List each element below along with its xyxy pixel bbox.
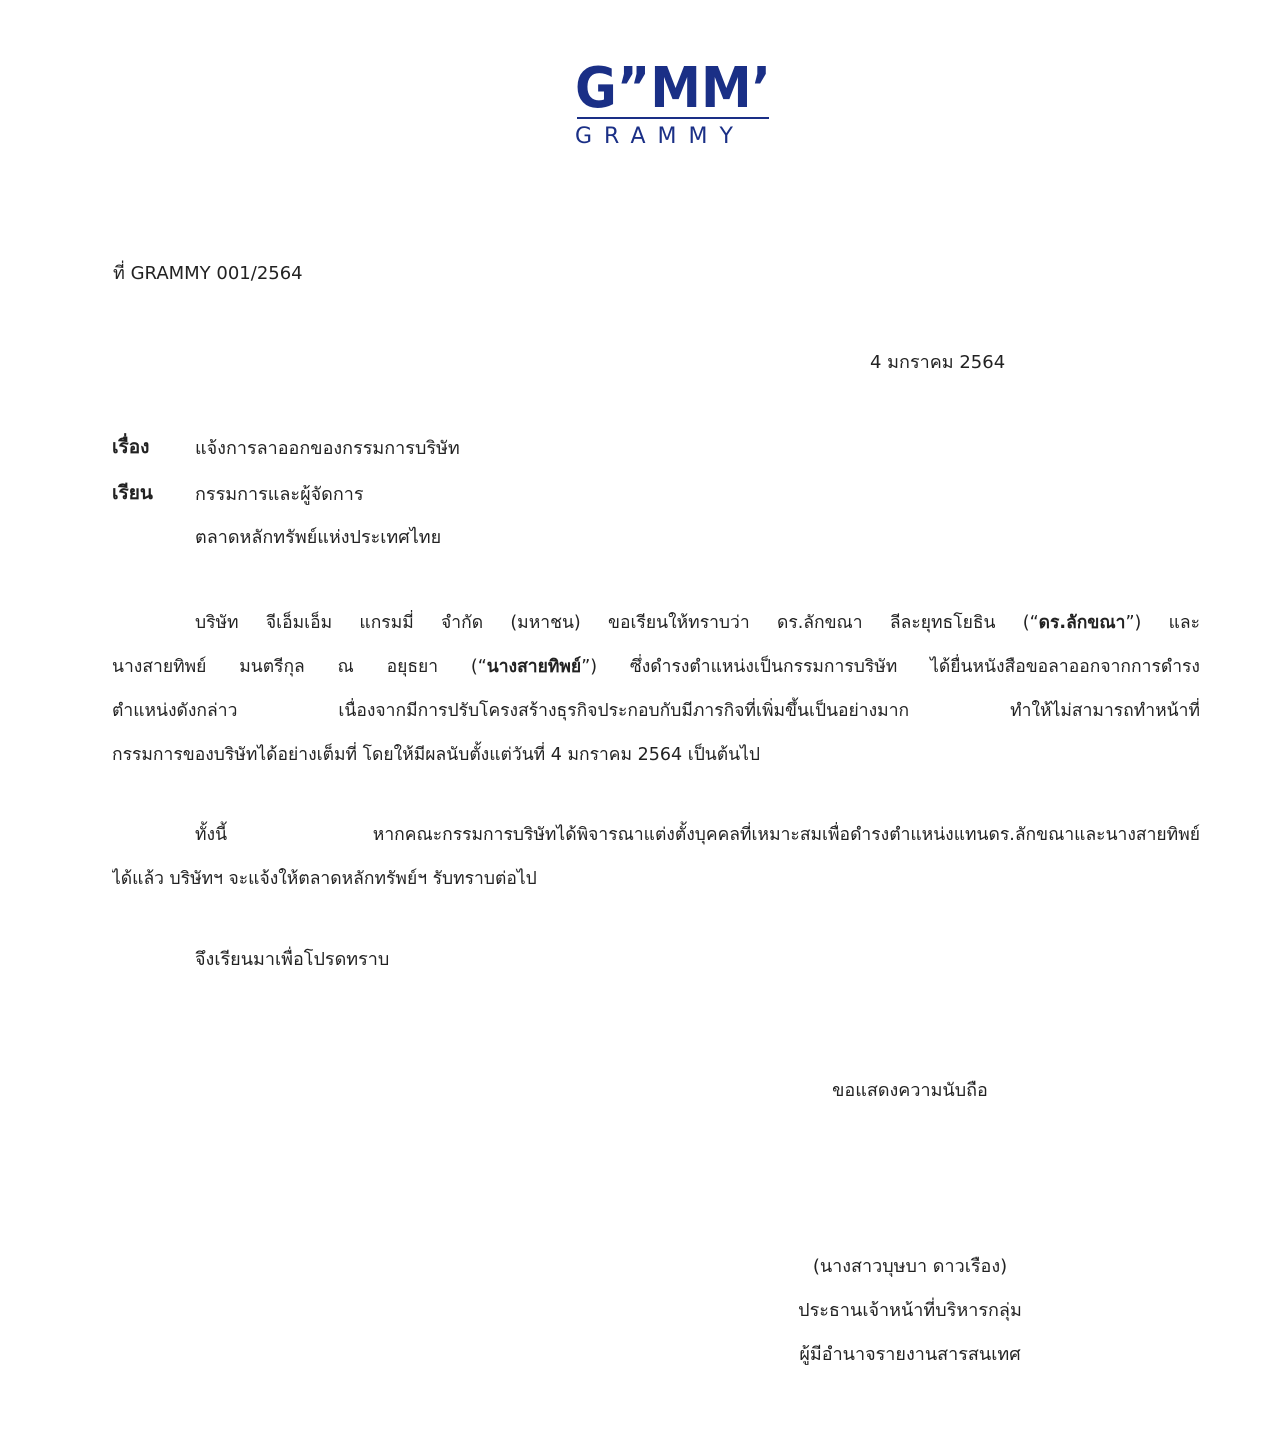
p1-line1-text-b: ”) และ <box>1125 613 1200 633</box>
p1-line2-text-a: นางสายทิพย์ มนตรีกุล ณ อยุธยา (“ <box>112 657 487 677</box>
gmm-logo-mark <box>575 55 775 115</box>
body-paragraph-1-line-1 <box>195 608 1200 636</box>
recipient-label: เรียน <box>112 482 153 504</box>
recipient-line-2: ตลาดหลักทรัพย์แห่งประเทศไทย <box>195 527 442 548</box>
logo-wordmark: GRAMMY <box>575 124 745 149</box>
recipient-line-1: กรรมการและผู้จัดการ <box>195 484 364 505</box>
p1-line2-bold-name: นางสายทิพย์ <box>486 657 582 677</box>
company-logo <box>575 55 775 155</box>
closing-text: จึงเรียนมาเพื่อโปรดทราบ <box>195 949 390 970</box>
logo-divider <box>577 117 769 119</box>
body-paragraph-2-line-1: ทั้งนี้ หากคณะกรรมการบริษัทได้พิจารณาแต่งตั้งบุคคลที่เหมาะสมเพื่อดำรงตำแหน่งแทนดร.ลักขณาและนางสายทิพย์ <box>195 825 1200 845</box>
signatory-title-2: ผู้มีอำนาจรายงานสารสนเทศ <box>799 1344 1021 1365</box>
logo-mark-text: G”MM’ <box>575 56 771 115</box>
regards-text: ขอแสดงความนับถือ <box>832 1080 988 1101</box>
body-paragraph-1-line-2 <box>112 652 1200 680</box>
body-paragraph-1-line-3: ตำแหน่งดังกล่าว เนื่องจากมีการปรับโครงสร้างธุรกิจประกอบกับมีภารกิจที่เพิ่มขึ้นเป็นอย่างมาก ทำให้ไม่สามารถทำหน้าที่ <box>112 701 1200 721</box>
subject-label: เรื่อง <box>112 436 150 458</box>
body-paragraph-1-line-4: กรรมการของบริษัทได้อย่างเต็มที่ โดยให้มีผลนับตั้งแต่วันที่ 4 มกราคม 2564 เป็นต้นไป <box>112 745 761 765</box>
p1-line2-text-b: ”) ซึ่งดำรงตำแหน่งเป็นกรรมการบริษัท ได้ยื่นหนังสือขอลาออกจากการดำรง <box>581 657 1200 677</box>
signatory-name: (นางสาวบุษบา ดาวเรือง) <box>812 1256 1008 1277</box>
subject-text: แจ้งการลาออกของกรรมการบริษัท <box>195 438 460 459</box>
signatory-title-1: ประธานเจ้าหน้าที่บริหารกลุ่ม <box>798 1300 1022 1321</box>
body-paragraph-2-line-2: ได้แล้ว บริษัทฯ จะแจ้งให้ตลาดหลักทรัพย์ฯ รับทราบต่อไป <box>112 869 537 889</box>
reference-number: ที่ GRAMMY 001/2564 <box>113 263 303 284</box>
p1-line1-bold-name: ดร.ลักขณา <box>1038 613 1126 633</box>
p1-line1-text-a: บริษัท จีเอ็มเอ็ม แกรมมี่ จำกัด (มหาชน) ขอเรียนให้ทราบว่า ดร.ลักขณา ลีละยุทธโยธิน (“ <box>195 613 1039 633</box>
letter-date: 4 มกราคม 2564 <box>870 352 1006 373</box>
